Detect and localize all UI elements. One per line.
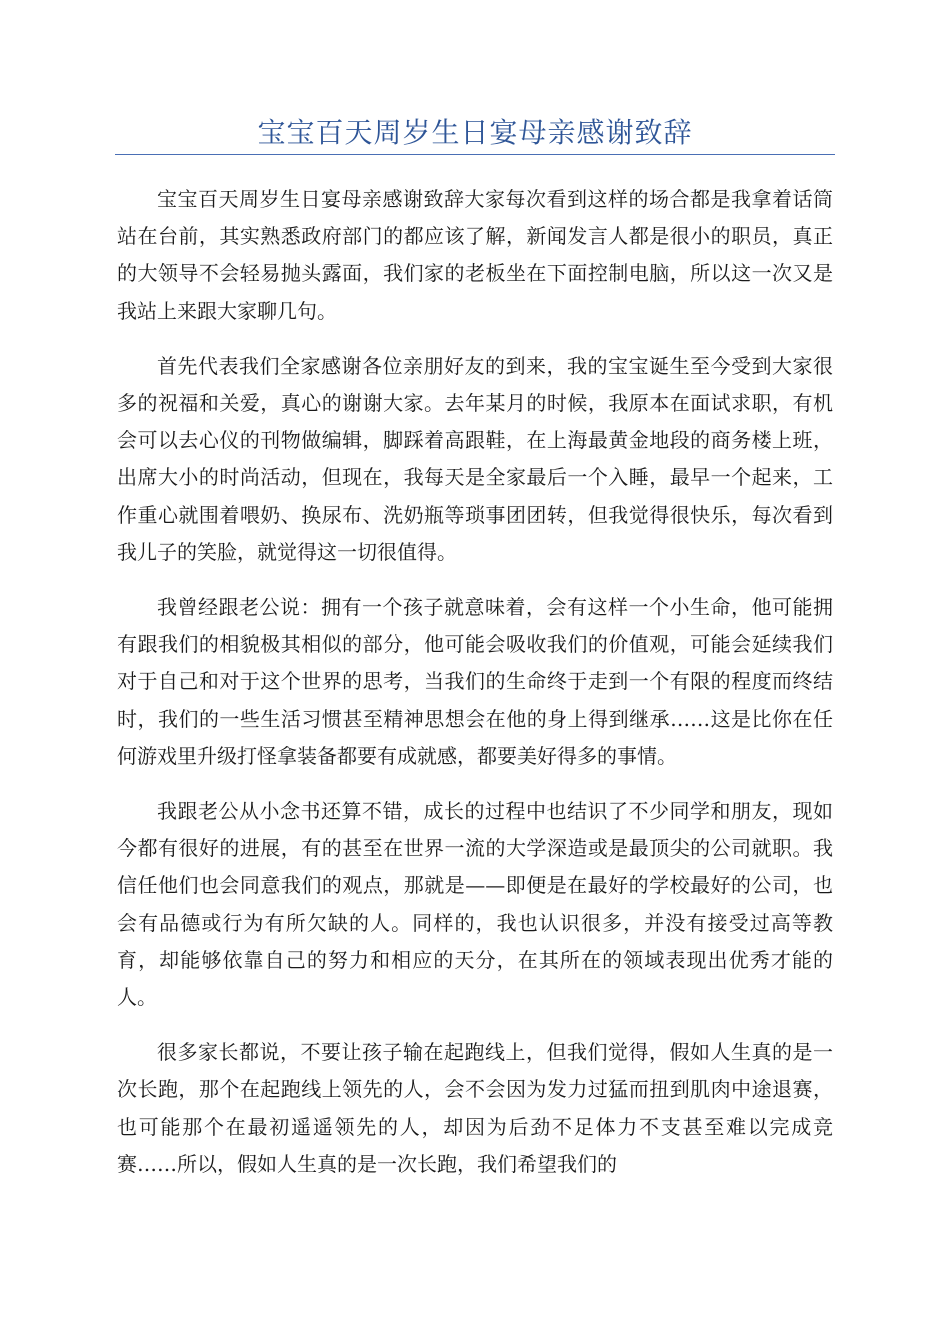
paragraph-2: 首先代表我们全家感谢各位亲朋好友的到来，我的宝宝诞生至今受到大家很多的祝福和关爱，真心的谢谢大家。去年某月的时候，我原本在面试求职，有机会可以去心仪的刊物做编辑，脚踩着高跟鞋，在上海最黄金地段的商务楼上班，出席大小的时尚活动，但现在，我每天是全家最后一个入睡，最早一个起来，工作重心就围着喂奶、换尿布、洗奶瓶等琐事团团转，但我觉得很快乐，每次看到我儿子的笑脸，就觉得这一切很值得。 bbox=[117, 353, 833, 564]
document-body bbox=[117, 181, 833, 1201]
document-title: 宝宝百天周岁生日宴母亲感谢致辞 bbox=[257, 116, 693, 149]
paragraph-1: 宝宝百天周岁生日宴母亲感谢致辞大家每次看到这样的场合都是我拿着话筒站在台前，其实熟悉政府部门的都应该了解，新闻发言人都是很小的职员，真正的大领导不会轻易抛头露面，我们家的老板坐在下面控制电脑，所以这一次又是我站上来跟大家聊几句。 bbox=[117, 187, 833, 323]
paragraph-5: 很多家长都说，不要让孩子输在起跑线上，但我们觉得，假如人生真的是一次长跑，那个在起跑线上领先的人，会不会因为发力过猛而扭到肌肉中途退赛，也可能那个在最初遥遥领先的人，却因为后劲不足体力不支甚至难以完成竞赛……所以，假如人生真的是一次长跑，我们希望我们的 bbox=[117, 1040, 833, 1176]
paragraph-3: 我曾经跟老公说：拥有一个孩子就意味着，会有这样一个小生命，他可能拥有跟我们的相貌极其相似的部分，他可能会吸收我们的价值观，可能会延续我们对于自己和对于这个世界的思考，当我们的生命终于走到一个有限的程度而终结时，我们的一些生活习惯甚至精神思想会在他的身上得到继承……这是比你在任何游戏里升级打怪拿装备都要有成就感，都要美好得多的事情。 bbox=[117, 595, 833, 768]
title-underline bbox=[115, 154, 835, 155]
paragraph-4: 我跟老公从小念书还算不错，成长的过程中也结识了不少同学和朋友，现如今都有很好的进展，有的甚至在世界一流的大学深造或是最顶尖的公司就职。我信任他们也会同意我们的观点，那就是——即便是在最好的学校最好的公司，也会有品德或行为有所欠缺的人。同样的，我也认识很多，并没有接受过高等教育，却能够依靠自己的努力和相应的天分，在其所在的领域表现出优秀才能的人。 bbox=[117, 799, 833, 1010]
